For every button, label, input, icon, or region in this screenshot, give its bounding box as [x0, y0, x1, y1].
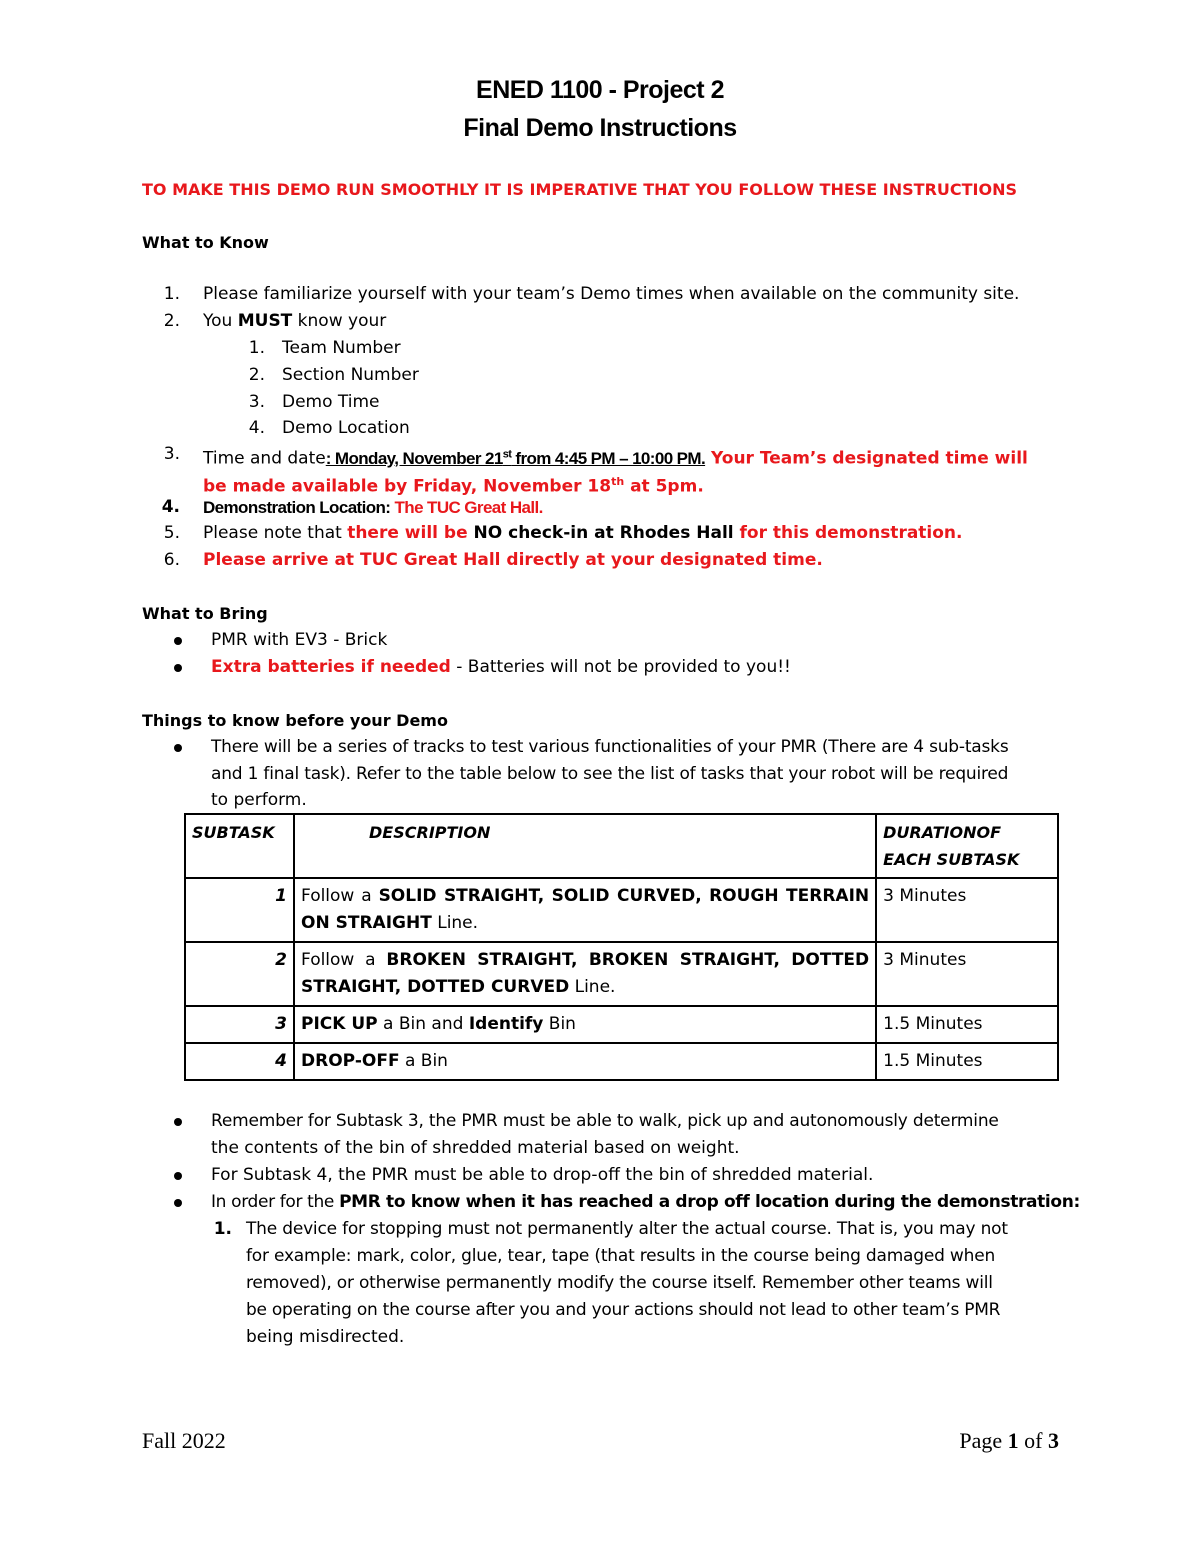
- subtask-number: 3: [185, 1006, 294, 1043]
- table-row: [185, 1043, 1058, 1080]
- paragraph-line: being misdirected.: [246, 1327, 405, 1347]
- list-item-location: Demonstration Location: The TUC Great Hall.: [203, 498, 543, 517]
- bullet-icon: [174, 1199, 182, 1207]
- paragraph-line: Remember for Subtask 3, the PMR must be able to walk, pick up and autonomously determine: [211, 1111, 999, 1131]
- list-number: 1.: [213, 1219, 232, 1239]
- paragraph-line: removed), or otherwise permanently modify the course itself. Remember other teams will: [246, 1273, 993, 1293]
- list-item: Please familiarize yourself with your team’s Demo times when available on the community site.: [203, 284, 1020, 304]
- paragraph-line: There will be a series of tracks to test various functionalities of your PMR (There are 4 sub-tasks: [211, 737, 1009, 757]
- subtask-description: Follow a SOLID STRAIGHT, SOLID CURVED, ROUGH TERRAIN ON STRAIGHT Line.: [294, 878, 876, 942]
- sublist-number: 3.: [248, 392, 265, 412]
- list-item: PMR with EV3 - Brick: [211, 630, 388, 650]
- table-header-row: [185, 814, 1058, 878]
- sublist-item: Section Number: [282, 365, 419, 385]
- paragraph-line: to perform.: [211, 790, 307, 810]
- doc-subtitle: Final Demo Instructions: [463, 114, 737, 142]
- paragraph-line: In order for the PMR to know when it has reached a drop off location during the demonstration:: [211, 1192, 1080, 1212]
- subtask-duration: 1.5 Minutes: [876, 1043, 1058, 1080]
- subtask-duration: 3 Minutes: [876, 878, 1058, 942]
- sublist-item: Demo Time: [282, 392, 380, 412]
- paragraph-line: the contents of the bin of shredded material based on weight.: [211, 1138, 740, 1158]
- subtask-number: 2: [185, 942, 294, 1006]
- section-heading-what-to-know: What to Know: [142, 233, 269, 252]
- paragraph-line: The device for stopping must not permanently alter the actual course. That is, you may not: [246, 1219, 1008, 1239]
- bullet-icon: [174, 1172, 182, 1180]
- list-number: 4.: [161, 497, 180, 517]
- bullet-icon: [174, 637, 182, 645]
- warning-banner: TO MAKE THIS DEMO RUN SMOOTHLY IT IS IMPERATIVE THAT YOU FOLLOW THESE INSTRUCTIONS: [142, 180, 1018, 199]
- list-item-time-date: Time and date: Monday, November 21st from 4:45 PM – 10:00 PM. Your Team’s designated time will: [203, 448, 1028, 469]
- list-item: You MUST know your: [203, 311, 387, 331]
- subtask-duration: 1.5 Minutes: [876, 1006, 1058, 1043]
- subtask-duration: 3 Minutes: [876, 942, 1058, 1006]
- footer-page-number: Page 1 of 3: [959, 1428, 1059, 1453]
- sublist-item: Team Number: [282, 338, 401, 358]
- header-description: DESCRIPTION: [294, 814, 876, 878]
- list-number: 5.: [163, 523, 180, 543]
- doc-title: ENED 1100 - Project 2: [476, 76, 724, 104]
- table-row: [185, 942, 1058, 1006]
- table-row: [185, 878, 1058, 942]
- header-duration: DURATION OF EACH SUBTASK: [876, 814, 1058, 878]
- footer-term: Fall 2022: [142, 1428, 226, 1453]
- subtask-number: 1: [185, 878, 294, 942]
- bullet-icon: [174, 744, 182, 752]
- list-item: Please note that there will be NO check-in at Rhodes Hall for this demonstration.: [203, 523, 963, 543]
- list-number: 6.: [163, 550, 180, 570]
- subtask-description: Follow a BROKEN STRAIGHT, BROKEN STRAIGHT, DOTTED STRAIGHT, DOTTED CURVED Line.: [294, 942, 876, 1006]
- table-row: [185, 1006, 1058, 1043]
- list-item: Please arrive at TUC Great Hall directly at your designated time.: [203, 550, 823, 570]
- list-number: 2.: [163, 311, 180, 331]
- sublist-number: 4.: [248, 418, 265, 438]
- bullet-icon: [174, 1118, 182, 1126]
- list-item-time-date-cont: be made available by Friday, November 18th at 5pm.: [203, 475, 704, 497]
- subtask-description: PICK UP a Bin and Identify Bin: [294, 1006, 876, 1043]
- paragraph-line: be operating on the course after you and your actions should not lead to other team’s PMR: [246, 1300, 1001, 1320]
- paragraph-line: and 1 final task). Refer to the table below to see the list of tasks that your robot will be required: [211, 764, 1009, 784]
- subtask-table: [184, 813, 1059, 1081]
- sublist-number: 2.: [248, 365, 265, 385]
- list-number: 3.: [163, 444, 180, 464]
- section-heading-before-demo: Things to know before your Demo: [142, 711, 448, 730]
- header-subtask: SUBTASK: [185, 814, 294, 878]
- list-number: 1.: [163, 284, 180, 304]
- subtask-description: DROP-OFF a Bin: [294, 1043, 876, 1080]
- bullet-icon: [174, 664, 182, 672]
- sublist-item: Demo Location: [282, 418, 410, 438]
- section-heading-what-to-bring: What to Bring: [142, 604, 268, 623]
- subtask-number: 4: [185, 1043, 294, 1080]
- list-item: Extra batteries if needed - Batteries will not be provided to you!!: [211, 657, 791, 677]
- sublist-number: 1.: [248, 338, 265, 358]
- paragraph-line: for example: mark, color, glue, tear, tape (that results in the course being damaged when: [246, 1246, 996, 1266]
- paragraph-line: For Subtask 4, the PMR must be able to drop-off the bin of shredded material.: [211, 1165, 874, 1185]
